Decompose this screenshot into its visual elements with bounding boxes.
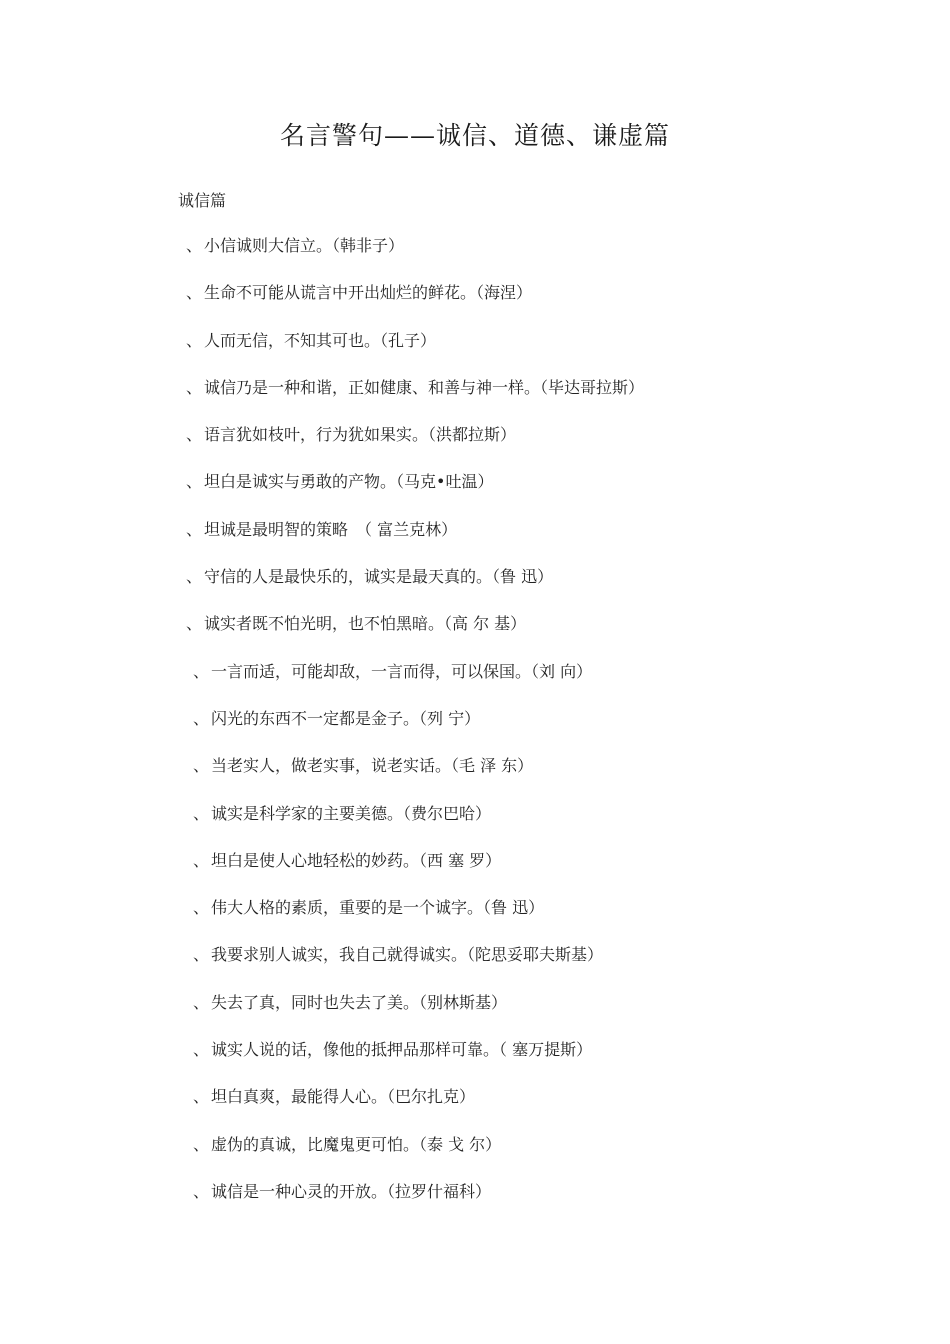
list-separator: 、 [193,850,210,870]
quote-text: 当老实人，做老实事，说老实话。（毛 泽 东） [211,756,534,776]
quote-text: 我要求别人诚实，我自己就得诚实。（陀思妥耶夫斯基） [211,945,604,965]
quote-text: 人而无信，不知其可也。（孔子） [204,330,437,350]
list-separator: 、 [193,945,210,965]
quote-text: 坦白是使人心地轻松的妙药。（西 塞 罗） [211,850,502,870]
list-separator: 、 [186,283,203,303]
quote-text: 语言犹如枝叶，行为犹如果实。（洪都拉斯） [204,425,517,445]
quote-text: 诚信是一种心灵的开放。（拉罗什福科） [211,1181,492,1201]
quote-text: 诚实者既不怕光明，也不怕黑暗。（高 尔 基） [204,614,527,634]
list-separator: 、 [193,708,210,728]
list-separator: 、 [193,756,210,776]
quote-text: 守信的人是最快乐的，诚实是最天真的。（鲁 迅） [204,567,554,587]
quote-text: 失去了真，同时也失去了美。（别林斯基） [211,992,508,1012]
list-separator: 、 [186,472,203,492]
list-separator: 、 [193,1134,210,1154]
quote-text: 坦白是诚实与勇敢的产物。（马克•吐温） [204,472,494,492]
list-separator: 、 [193,1181,210,1201]
list-separator: 、 [186,519,203,539]
quote-text: 诚实是科学家的主要美德。（费尔巴哈） [211,803,492,823]
list-separator: 、 [186,614,203,634]
list-separator: 、 [193,992,210,1012]
quote-text: 一言而适，可能却敌，一言而得，可以保国。（刘 向） [211,661,593,681]
quote-text: 虚伪的真诚，比魔鬼更可怕。（泰 戈 尔） [211,1134,502,1154]
list-separator: 、 [193,1087,210,1107]
quote-text: 坦诚是最明智的策略 （ 富兰克林） [204,519,458,539]
list-separator: 、 [186,236,203,255]
section-heading: 诚信篇 [178,191,227,210]
list-separator: 、 [193,898,210,918]
list-separator: 、 [193,1040,210,1060]
quote-text: 闪光的东西不一定都是金子。（列 宁） [211,708,481,728]
quote-text: 坦白真爽，最能得人心。（巴尔扎克） [211,1087,476,1107]
list-separator: 、 [193,661,210,681]
list-separator: 、 [186,425,203,445]
quote-text: 伟大人格的素质，重要的是一个诚字。（鲁 迅） [211,898,545,918]
quote-text: 诚信乃是一种和谐，正如健康、和善与神一样。（毕达哥拉斯） [204,377,645,397]
list-separator: 、 [186,330,203,350]
list-separator: 、 [186,567,203,587]
quote-text: 诚实人说的话，像他的抵押品那样可靠。（ 塞万提斯） [211,1040,593,1060]
quote-text: 小信诚则大信立。（韩非子） [204,236,405,255]
list-separator: 、 [193,803,210,823]
quote-text: 生命不可能从谎言中开出灿烂的鲜花。（海涅） [204,283,533,303]
list-separator: 、 [186,377,203,397]
page-title: 名言警句——诚信、道德、谦虚篇 [279,121,670,150]
